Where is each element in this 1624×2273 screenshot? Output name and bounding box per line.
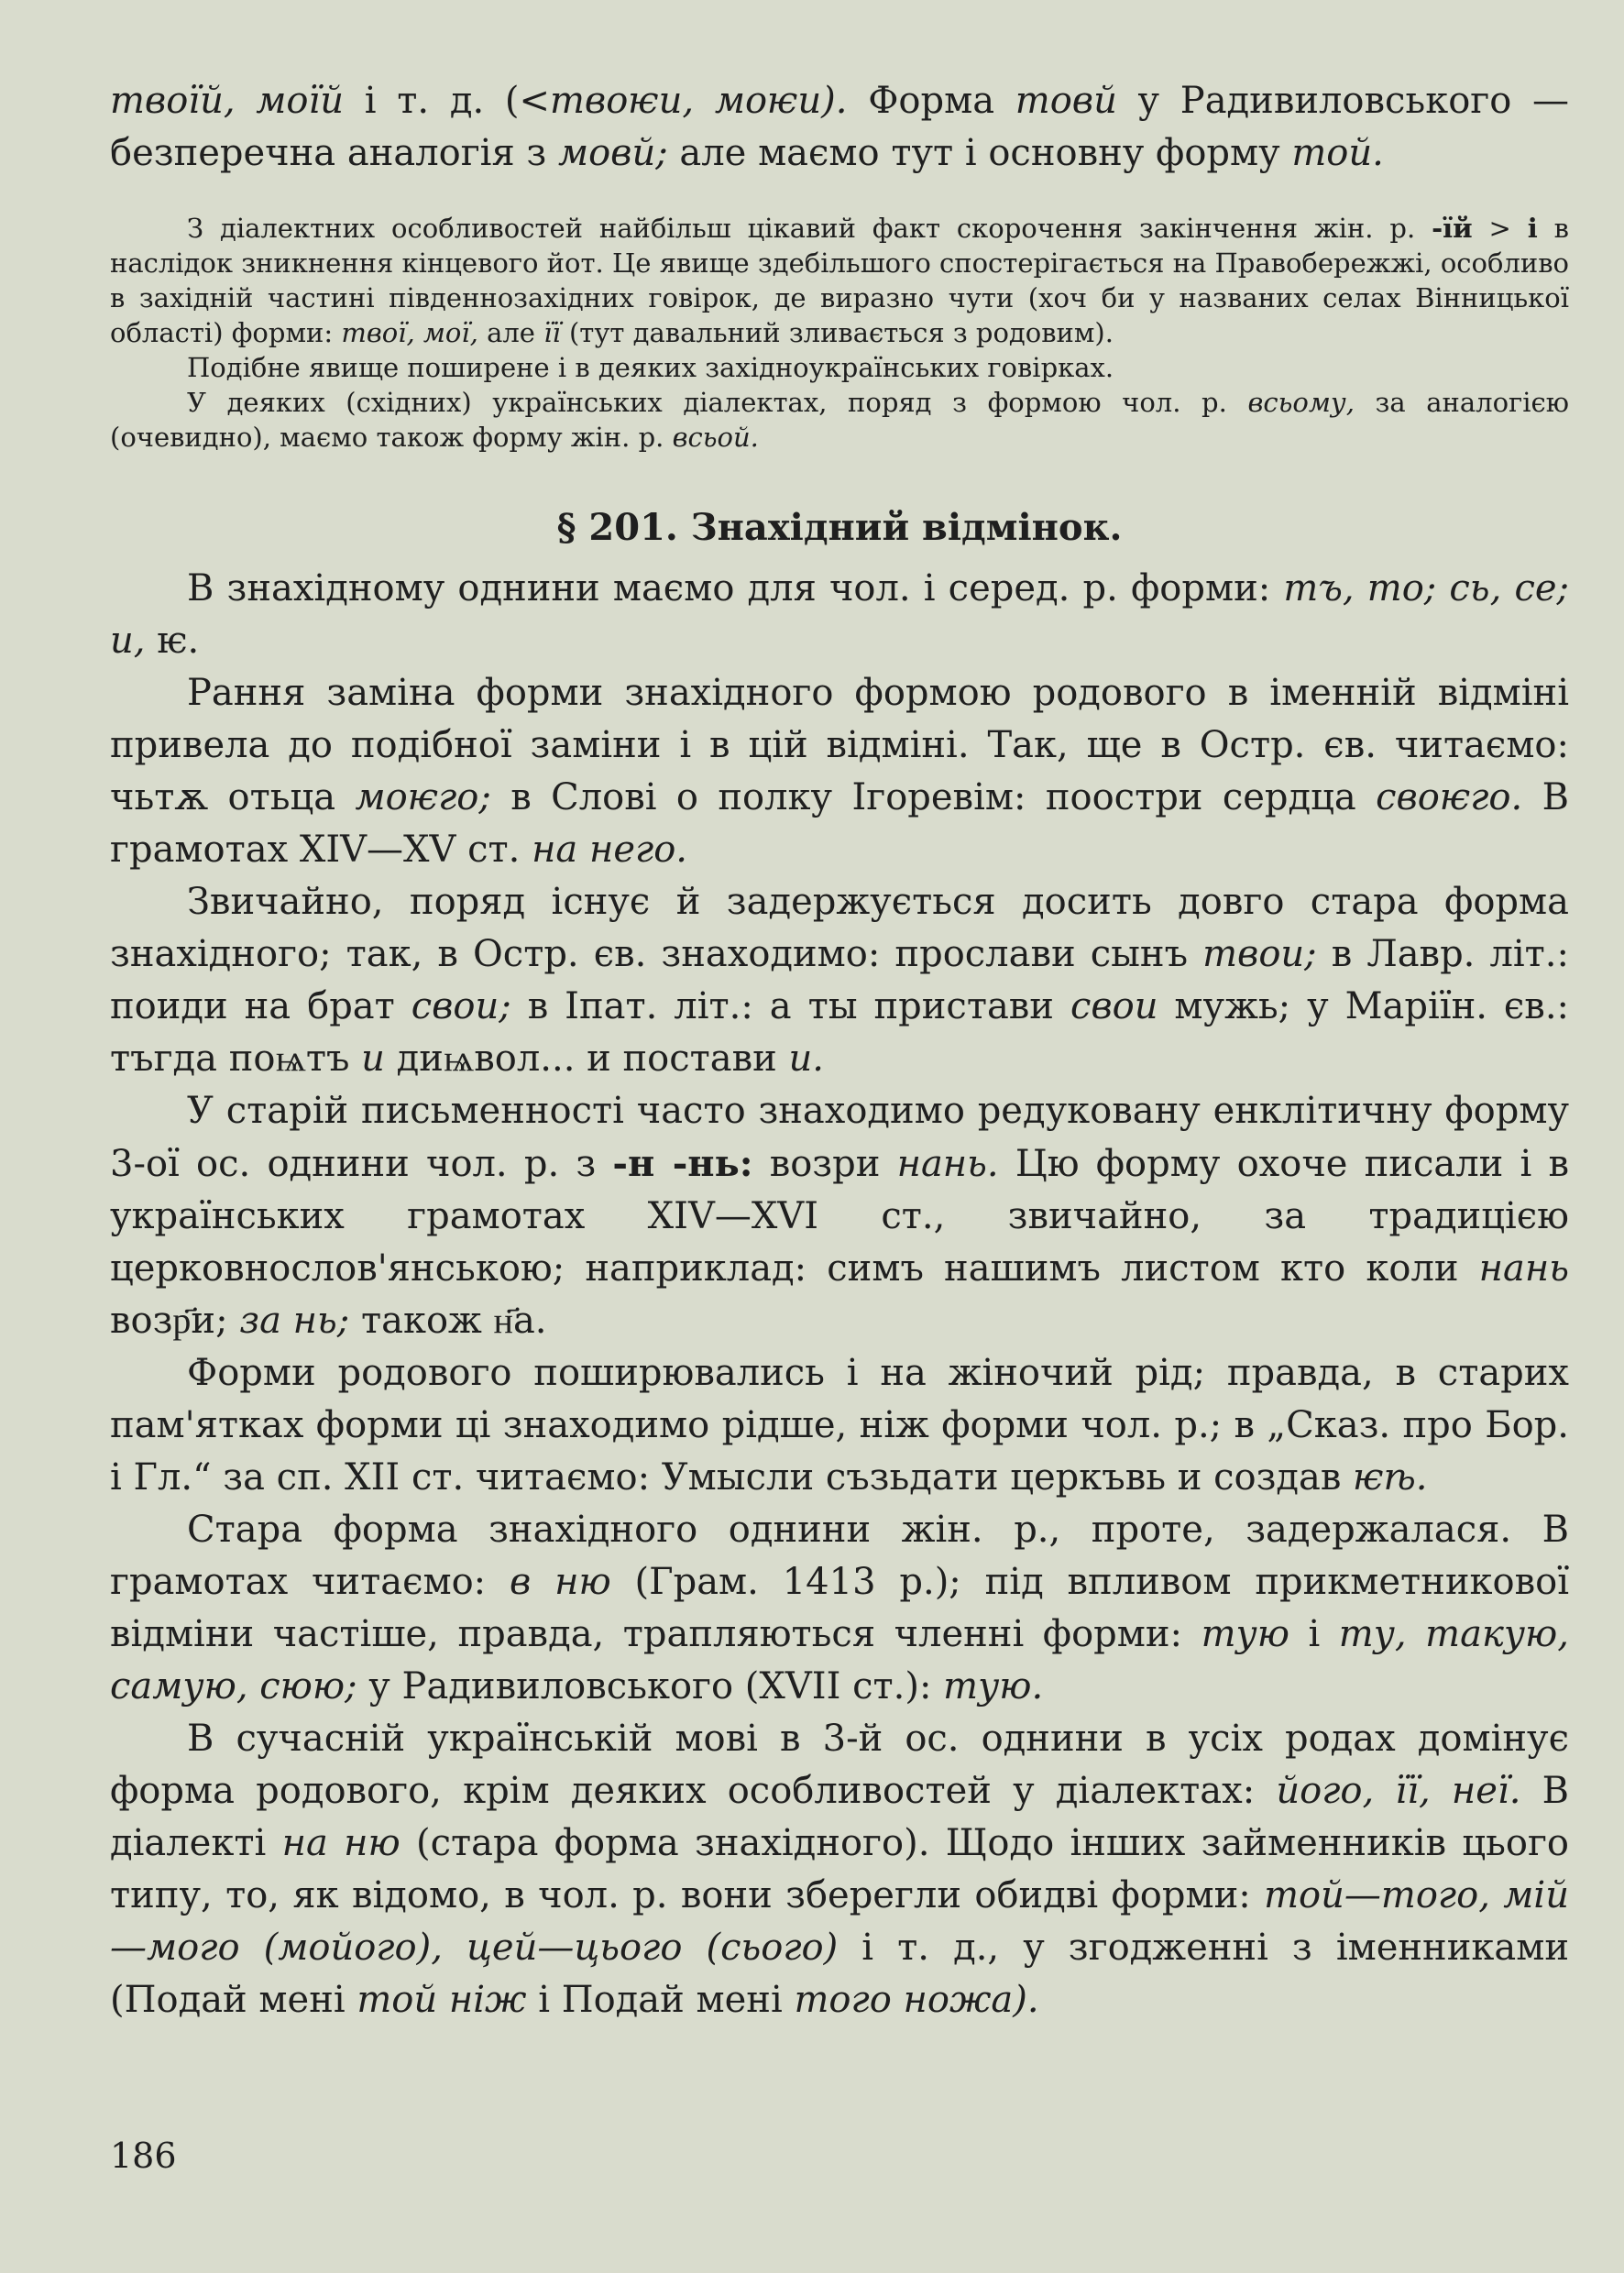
text-run: Форми родового поширювались і на жіночий рід; правда, в старих пам'ятках форми ці знаходимо рідше, ніж форми чол. р.; в „Сказ. про Бор. і Гл.“ за сп. XII ст. читаємо: Умысли съзьдати церкъвь и создав <box>110 1352 1569 1499</box>
italic-example: тъ, то; сь, се; и, <box>110 567 1569 662</box>
italic-example: нань <box>1478 1247 1569 1290</box>
text-run: возр҃и; <box>110 1300 240 1342</box>
text-run: в наслідок зникнення кінцевого йот. Це явище здебільшого спостерігається на Правобережжі, особливо в західній частині південнозахідних говірок, де виразно чути (хоч би у названих селах Вінницької області) форми: <box>110 213 1569 348</box>
section-body <box>110 563 1569 2026</box>
italic-example: и. <box>788 1038 824 1080</box>
text-run: возри <box>752 1143 897 1185</box>
italic-example: и <box>361 1038 385 1080</box>
body-paragraph <box>110 1347 1569 1504</box>
note-paragraph <box>110 350 1569 385</box>
italic-example: той. <box>1291 132 1384 174</box>
section-heading: § 201. Знахідний відмінок. <box>556 506 1123 549</box>
note-paragraph <box>110 211 1569 350</box>
text-run: в Лавр. літ.: поиди на брат <box>110 933 1569 1027</box>
text-run: В діалекті <box>110 1770 1570 1864</box>
italic-example: своѥго. <box>1376 776 1523 818</box>
italic-example: свои; <box>411 985 511 1027</box>
italic-example: на него. <box>532 829 688 871</box>
body-paragraph <box>110 1504 1569 1713</box>
bold-ending: і <box>1527 213 1538 244</box>
text-run: Звичайно, поряд існує й задержується досить довго стара форма знахідного; так, в Остр. єв. знаходимо: прослави сынъ <box>110 881 1569 975</box>
text-run: і т. д., у згодженні з іменниками (Подай мені <box>110 1927 1569 2021</box>
page-number: 186 <box>110 2136 177 2176</box>
italic-example: всьому, <box>1247 387 1355 418</box>
text-run: Рання заміна форми знахідного формою родового в іменній відміні привела до подібної заміни і в цій відміні. Так, ще в Остр. єв. читаємо: чьтѫ отьца <box>110 672 1569 818</box>
continued-paragraph <box>110 75 1569 180</box>
text-run: в Слові о полку Ігоревім: поостри сердца <box>490 776 1377 818</box>
italic-example: ту, такую, самую, сюю; <box>110 1613 1569 1707</box>
text-run: ѥ. <box>145 620 200 662</box>
text-run: (стара форма знахідного). Щодо інших займенників цього типу, то, як відомо, в чол. р. вони зберегли обидві форми: <box>110 1822 1569 1916</box>
italic-example: за нь; <box>239 1300 350 1342</box>
text-run: в Іпат. літ.: а ты пристави <box>510 985 1070 1027</box>
italic-example: твои; <box>1202 933 1317 975</box>
text-run: У старій письменності часто знаходимо редуковану енклітичну форму 3-ої ос. однини чол. р. з <box>110 1090 1569 1185</box>
text-run: > <box>1472 213 1528 244</box>
italic-example: того ножа). <box>794 1979 1039 2021</box>
italic-example: свои <box>1070 985 1158 1027</box>
body-paragraph <box>110 563 1569 667</box>
italic-example: <твоѥи, моѥи). <box>519 80 848 122</box>
italic-example: всьой. <box>672 422 759 453</box>
italic-example: нань. <box>896 1143 999 1185</box>
italic-example: ѥѣ. <box>1353 1456 1428 1499</box>
italic-example: мовй; <box>557 132 668 174</box>
italic-example: його, її, неї. <box>1276 1770 1521 1812</box>
italic-example: моѥго; <box>355 776 491 818</box>
text-run: і <box>1289 1613 1339 1655</box>
bold-ending: -н -нь: <box>612 1142 753 1185</box>
text-run: Стара форма знахідного однини жін. р., проте, задержалася. В грамотах читаємо: <box>110 1509 1569 1603</box>
text-run: У деяких (східних) українських діалектах, поряд з формою чол. р. <box>187 387 1248 418</box>
body-paragraph <box>110 667 1569 876</box>
text-run: у Радивиловського (XVII ст.): <box>357 1665 944 1707</box>
text-run: (тут давальний зливається з родовим). <box>560 317 1114 348</box>
text-run: В сучасній українській мові в 3-й ос. однини в усіх родах домінує форма родового, крім деяких особливостей у діалектах: <box>110 1718 1569 1812</box>
text-run: мужь; у Маріїн. єв.: тъгда поѩтъ <box>110 985 1570 1080</box>
italic-example: тую <box>1201 1613 1289 1655</box>
italic-example: її <box>543 317 561 348</box>
dialect-notes <box>110 211 1569 455</box>
italic-example: товй <box>1015 80 1117 122</box>
italic-example: в ню <box>509 1561 611 1603</box>
text-run: і Подай мені <box>526 1979 795 2021</box>
text-run: за аналогією (очевидно), маємо також форму жін. р. <box>110 387 1570 453</box>
body-paragraph <box>110 1713 1569 2026</box>
text-run: Цю форму охоче писали і в українських грамотах XIV—XVI ст., звичайно, за традицією церковнослов'янською; наприклад: симъ нашимъ листом кто коли <box>110 1143 1569 1290</box>
body-paragraph <box>110 1085 1569 1347</box>
italic-example: твої, мої, <box>341 317 478 348</box>
top-continuation <box>110 75 1569 180</box>
bold-ending: -їй <box>1432 213 1473 244</box>
text-run: (Грам. 1413 р.); під впливом прикметникової відміни частіше, правда, трапляються членні форми: <box>110 1561 1569 1655</box>
note-paragraph <box>110 385 1569 455</box>
text-run: і т. д. ( <box>344 80 520 122</box>
italic-example: тую. <box>943 1665 1044 1707</box>
body-paragraph <box>110 876 1569 1085</box>
text-run: диѩвол... и постави <box>384 1038 789 1080</box>
text-run: у Радивиловського — безперечна аналогія з <box>110 80 1570 174</box>
text-run: але <box>477 317 544 348</box>
italic-example: той—того, мій—мого (мойого), цей—цього (сього) <box>110 1874 1569 1969</box>
text-run: також н҃а. <box>349 1300 547 1342</box>
text-run: В грамотах XIV—XV ст. <box>110 776 1570 871</box>
italic-example: той ніж <box>357 1979 527 2021</box>
text-run: З діалектних особливостей найбільш цікавий факт скорочення закінчення жін. р. <box>187 213 1432 244</box>
text-run: але маємо тут і основну форму <box>667 132 1292 174</box>
text-run: Подібне явище поширене і в деяких західноукраїнських говірках. <box>187 352 1114 383</box>
text-run: Форма <box>847 80 1015 122</box>
text-run: В знахідному однини маємо для чол. і серед. р. форми: <box>187 567 1284 609</box>
italic-example: на ню <box>281 1822 401 1864</box>
italic-example: твоїй, моїй <box>110 80 345 122</box>
